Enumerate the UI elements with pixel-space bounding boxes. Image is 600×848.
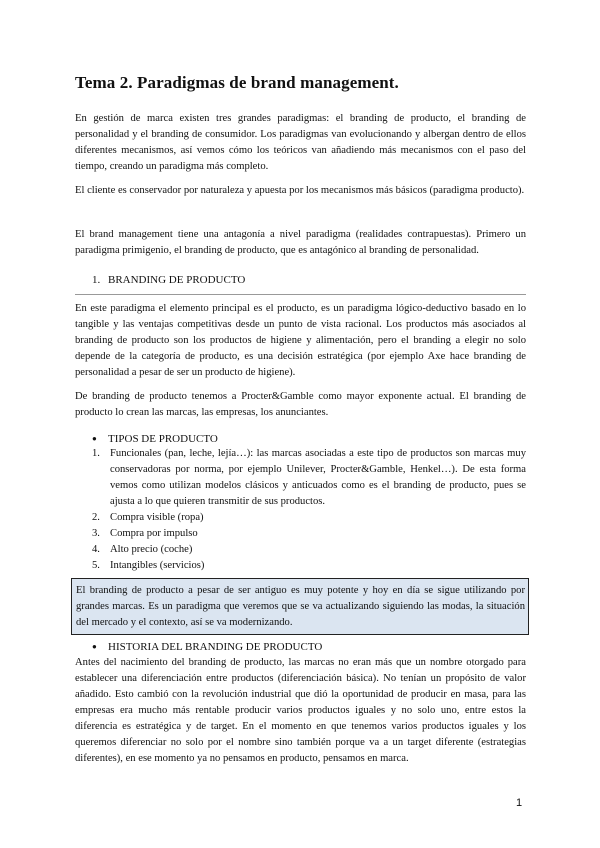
list-item-number: 1. — [92, 448, 100, 459]
intro-paragraph-3: El brand management tiene una antagonía a nivel paradigma (realidades contrapuestas). Primero un paradigma primigenio, el branding de producto, que es antagónico al branding de personalidad. — [75, 229, 526, 256]
types-list — [92, 446, 526, 574]
page-number: 1 — [516, 797, 523, 809]
intro-paragraph-1: En gestión de marca existen tres grandes paradigmas: el branding de producto, el branding de personalidad y el branding de consumidor. Los paradigmas van evolucionando y albergan dentro de ellos diferentes mecanismos, así vemos cómo los teóricos van añadiendo más mecanismos con el paso del tiempo, creando un paradigma más completo. — [75, 113, 526, 172]
list-item-text: Compra visible (ropa) — [110, 512, 204, 523]
list-item-number: 4. — [92, 544, 100, 555]
list-item — [92, 526, 526, 542]
history-heading — [92, 639, 322, 655]
list-item-text: Compra por impulso — [110, 528, 198, 539]
highlight-box: El branding de producto a pesar de ser antiguo es muy potente y hoy en día se sigue utilizando por grandes marcas. Es un paradigma que veremos que se va actualizando siguiendo las modas, la situación del mercado y el contexto, así se va modernizando. — [71, 578, 529, 635]
list-item-number: 2. — [92, 512, 100, 523]
list-item-number: 3. — [92, 528, 100, 539]
list-item-text: Alto precio (coche) — [110, 544, 193, 555]
history-paragraph: Antes del nacimiento del branding de producto, las marcas no eran más que un nombre otorgado para establecer una diferenciación entre productos (diferenciación básica). No tenían un propósito de valor añadido. Esto cambió con la revolución industrial que dió la oportunidad de producir en masa, para las empresas era mucho más rentable producir varios productos iguales y no solo uno, entre estos la diferencia es estratégica y de target. En el momento en que tenemos varios productos iguales y los queremos diferenciar no solo por el nombre sino también porque va a un target diferente (estrategias diferentes), en ese momento ya no pensamos en producto, pensamos en marca. — [75, 657, 526, 764]
list-item-number: 5. — [92, 560, 100, 571]
list-item — [92, 446, 526, 510]
list-item — [92, 558, 526, 574]
section-heading-text: BRANDING DE PRODUCTO — [108, 274, 246, 286]
section-paragraph-2: De branding de producto tenemos a Procter&Gamble como mayor exponente actual. El branding de producto lo crean las marcas, las empresas, los anunciantes. — [75, 391, 526, 418]
page-title: Tema 2. Paradigmas de brand management. — [75, 73, 399, 92]
types-heading-text: TIPOS DE PRODUCTO — [108, 433, 218, 445]
list-item — [92, 542, 526, 558]
section-divider — [75, 294, 526, 295]
types-heading — [92, 431, 218, 447]
list-item — [92, 510, 526, 526]
section-heading — [92, 272, 245, 288]
intro-paragraph-2: El cliente es conservador por naturaleza y apuesta por los mecanismos más básicos (paradigma producto). — [75, 185, 525, 196]
list-item-text: Funcionales (pan, leche, lejía…): las marcas asociadas a este tipo de productos son marcas muy conservadoras por norma, por ejemplo Unilever, Procter&Gamble, Henkel…). De esta forma vemos como utilizan modelos clásicos y anticuados como es el branding de producto, pues se ajusta a lo que quieren transmitir de sus productos. — [110, 448, 526, 507]
bullet-icon: ● — [92, 434, 97, 443]
section-paragraph-1: En este paradigma el elemento principal es el producto, es un paradigma lógico-deductivo basado en lo tangible y las ventajas competitivas desde un punto de vista racional. Los productos más asociados al branding de producto son los productos de higiene y alimentación, pero el branding a elegir no solo depende de la categoría de producto, es una decisión estratégica (por ejemplo Axe hace branding de personalidad a pesar de ser un producto de higiene). — [75, 303, 526, 378]
list-item-text: Intangibles (servicios) — [110, 560, 205, 571]
bullet-icon: ● — [92, 642, 97, 651]
section-number: 1. — [92, 274, 101, 286]
history-heading-text: HISTORIA DEL BRANDING DE PRODUCTO — [108, 641, 323, 653]
